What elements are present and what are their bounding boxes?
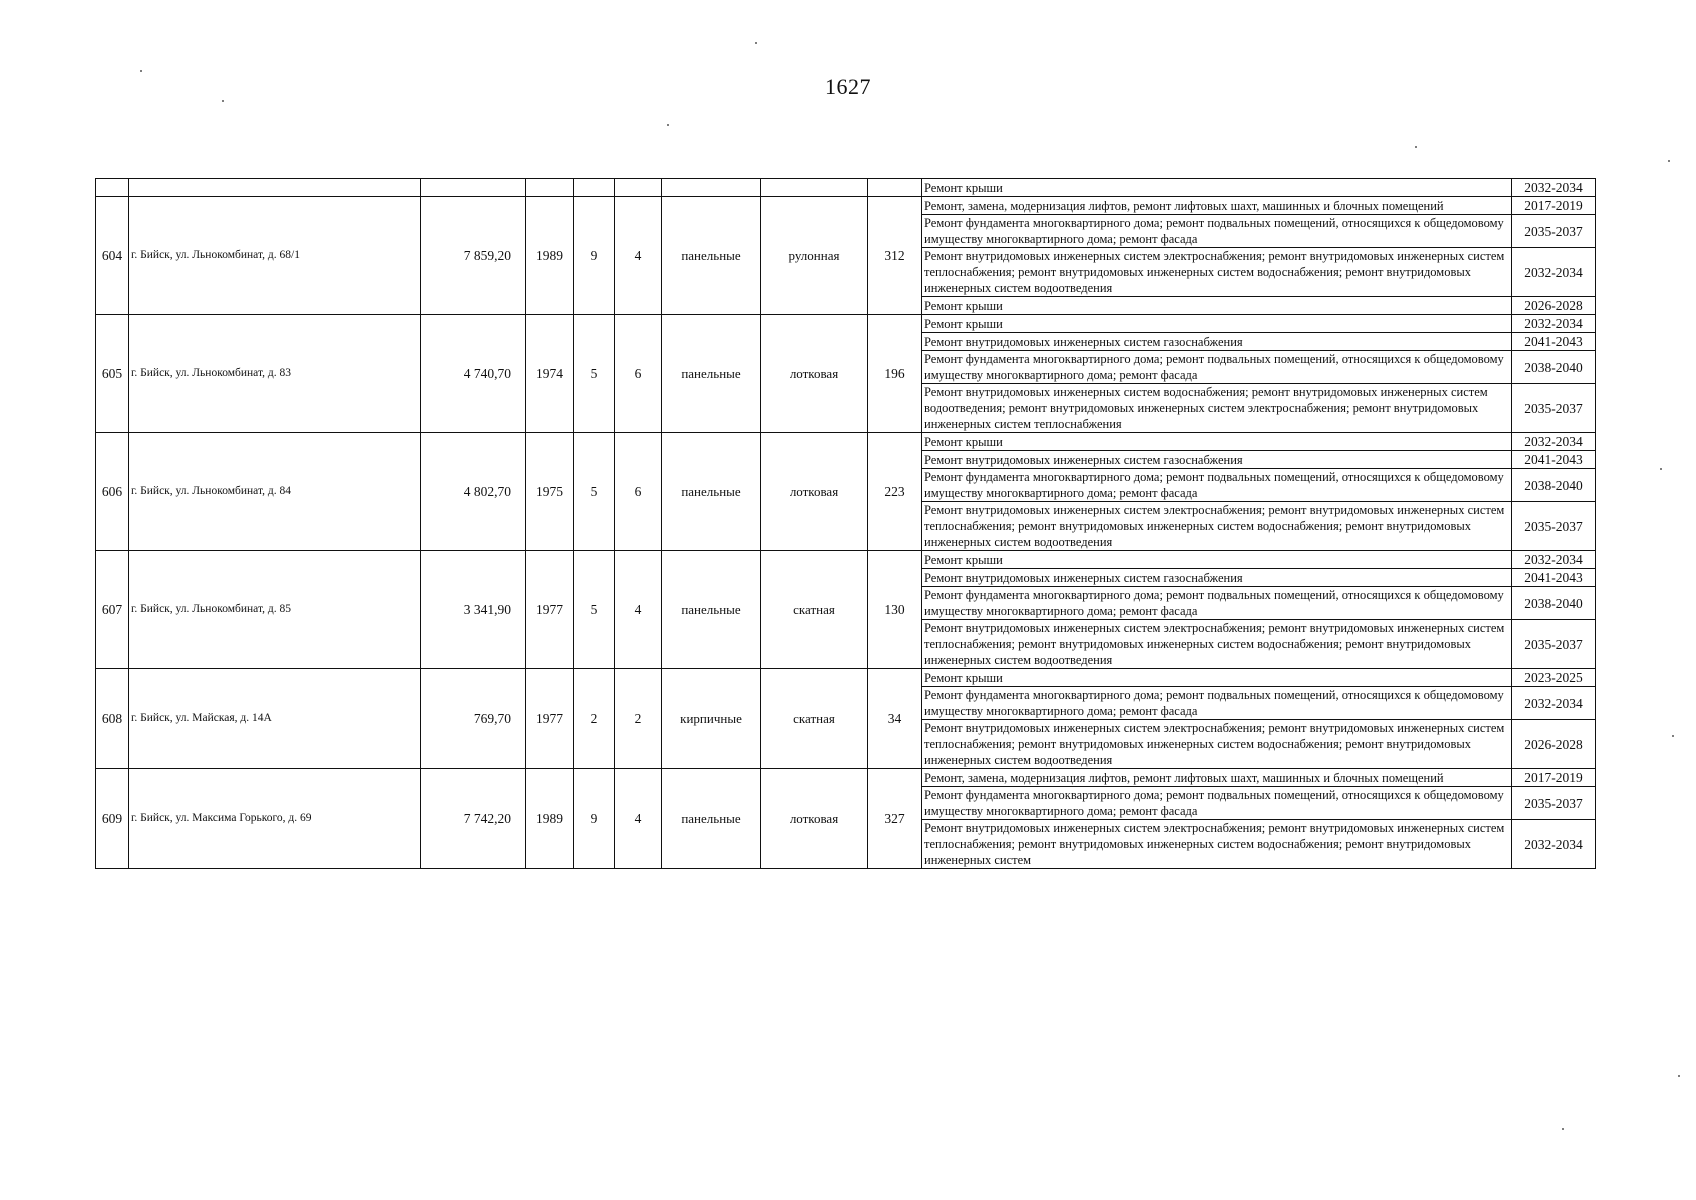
work-period: 2032-2034 bbox=[1512, 551, 1596, 569]
scan-speck bbox=[1415, 146, 1417, 148]
roof-cell: лотковая bbox=[761, 315, 868, 433]
entrances-cell: 6 bbox=[615, 433, 662, 551]
walls-cell: панельные bbox=[662, 551, 761, 669]
work-period: 2032-2034 bbox=[1512, 248, 1596, 297]
table-body bbox=[96, 179, 1596, 869]
year-cell: 1989 bbox=[526, 197, 574, 315]
empty-cell bbox=[421, 179, 526, 197]
year-cell: 1977 bbox=[526, 551, 574, 669]
empty-cell bbox=[868, 179, 922, 197]
scan-speck bbox=[1672, 735, 1674, 737]
work-name: Ремонт внутридомовых инженерных систем газоснабжения bbox=[922, 451, 1512, 469]
work-name: Ремонт фундамента многоквартирного дома; ремонт подвальных помещений, относящихся к общедомовому имуществу многоквартирного дома; ремонт фасада bbox=[922, 787, 1512, 820]
address-cell: г. Бийск, ул. Майская, д. 14А bbox=[129, 669, 421, 769]
entrances-cell: 2 bbox=[615, 669, 662, 769]
work-period: 2041-2043 bbox=[1512, 451, 1596, 469]
roof-cell: рулонная bbox=[761, 197, 868, 315]
scan-speck bbox=[755, 42, 757, 44]
area-cell: 769,70 bbox=[421, 669, 526, 769]
walls-cell: панельные bbox=[662, 315, 761, 433]
address-cell: г. Бийск, ул. Максима Горького, д. 69 bbox=[129, 769, 421, 869]
residents-cell: 223 bbox=[868, 433, 922, 551]
empty-cell bbox=[761, 179, 868, 197]
work-period: 2041-2043 bbox=[1512, 333, 1596, 351]
work-period: 2035-2037 bbox=[1512, 502, 1596, 551]
work-name: Ремонт крыши bbox=[922, 315, 1512, 333]
floors-cell: 5 bbox=[574, 433, 615, 551]
work-name: Ремонт внутридомовых инженерных систем электроснабжения; ремонт внутридомовых инженерных систем теплоснабжения; ремонт внутридомовых инженерных систем водоснабжения; ремонт внутридомовых инженерных систем водоотведения bbox=[922, 248, 1512, 297]
roof-cell: скатная bbox=[761, 551, 868, 669]
work-name: Ремонт внутридомовых инженерных систем электроснабжения; ремонт внутридомовых инженерных систем теплоснабжения; ремонт внутридомовых инженерных систем водоснабжения; ремонт внутридомовых инженерных систем водоотведения bbox=[922, 502, 1512, 551]
work-period: 2035-2037 bbox=[1512, 215, 1596, 248]
work-name: Ремонт фундамента многоквартирного дома; ремонт подвальных помещений, относящихся к общедомовому имуществу многоквартирного дома; ремонт фасада bbox=[922, 469, 1512, 502]
residents-cell: 130 bbox=[868, 551, 922, 669]
work-period: 2038-2040 bbox=[1512, 351, 1596, 384]
work-period: 2017-2019 bbox=[1512, 769, 1596, 787]
floors-cell: 5 bbox=[574, 551, 615, 669]
empty-cell bbox=[662, 179, 761, 197]
scan-speck bbox=[1678, 1075, 1680, 1077]
roof-cell: лотковая bbox=[761, 769, 868, 869]
work-name: Ремонт крыши bbox=[922, 297, 1512, 315]
address-cell: г. Бийск, ул. Льнокомбинат, д. 68/1 bbox=[129, 197, 421, 315]
row-number: 606 bbox=[96, 433, 129, 551]
year-cell: 1989 bbox=[526, 769, 574, 869]
entrances-cell: 4 bbox=[615, 551, 662, 669]
year-cell: 1977 bbox=[526, 669, 574, 769]
scan-speck bbox=[1668, 160, 1670, 162]
work-name: Ремонт внутридомовых инженерных систем электроснабжения; ремонт внутридомовых инженерных систем теплоснабжения; ремонт внутридомовых инженерных систем водоснабжения; ремонт внутридомовых инженерных систем bbox=[922, 820, 1512, 869]
work-period: 2041-2043 bbox=[1512, 569, 1596, 587]
scan-speck bbox=[1660, 468, 1662, 470]
work-name: Ремонт, замена, модернизация лифтов, ремонт лифтовых шахт, машинных и блочных помещений bbox=[922, 197, 1512, 215]
work-name: Ремонт внутридомовых инженерных систем электроснабжения; ремонт внутридомовых инженерных систем теплоснабжения; ремонт внутридомовых инженерных систем водоснабжения; ремонт внутридомовых инженерных систем водоотведения bbox=[922, 720, 1512, 769]
address-cell: г. Бийск, ул. Льнокомбинат, д. 85 bbox=[129, 551, 421, 669]
row-number: 607 bbox=[96, 551, 129, 669]
empty-cell bbox=[574, 179, 615, 197]
table-row-building bbox=[96, 551, 1596, 569]
work-name: Ремонт фундамента многоквартирного дома; ремонт подвальных помещений, относящихся к общедомовому имуществу многоквартирного дома; ремонт фасада bbox=[922, 215, 1512, 248]
residents-cell: 312 bbox=[868, 197, 922, 315]
walls-cell: кирпичные bbox=[662, 669, 761, 769]
work-name: Ремонт внутридомовых инженерных систем газоснабжения bbox=[922, 569, 1512, 587]
work-name: Ремонт крыши bbox=[922, 179, 1512, 197]
scan-speck bbox=[140, 70, 142, 72]
work-name: Ремонт крыши bbox=[922, 669, 1512, 687]
empty-cell bbox=[615, 179, 662, 197]
scan-speck bbox=[667, 124, 669, 126]
work-period: 2035-2037 bbox=[1512, 787, 1596, 820]
table-row-building bbox=[96, 315, 1596, 333]
entrances-cell: 4 bbox=[615, 769, 662, 869]
work-name: Ремонт внутридомовых инженерных систем электроснабжения; ремонт внутридомовых инженерных систем теплоснабжения; ремонт внутридомовых инженерных систем водоснабжения; ремонт внутридомовых инженерных систем водоотведения bbox=[922, 620, 1512, 669]
residents-cell: 34 bbox=[868, 669, 922, 769]
empty-cell bbox=[96, 179, 129, 197]
entrances-cell: 6 bbox=[615, 315, 662, 433]
floors-cell: 9 bbox=[574, 769, 615, 869]
floors-cell: 2 bbox=[574, 669, 615, 769]
work-period: 2032-2034 bbox=[1512, 315, 1596, 333]
table-row-building bbox=[96, 197, 1596, 215]
work-name: Ремонт внутридомовых инженерных систем газоснабжения bbox=[922, 333, 1512, 351]
floors-cell: 5 bbox=[574, 315, 615, 433]
row-number: 604 bbox=[96, 197, 129, 315]
area-cell: 3 341,90 bbox=[421, 551, 526, 669]
residents-cell: 327 bbox=[868, 769, 922, 869]
work-period: 2017-2019 bbox=[1512, 197, 1596, 215]
area-cell: 4 740,70 bbox=[421, 315, 526, 433]
table-row-building bbox=[96, 769, 1596, 787]
work-period: 2032-2034 bbox=[1512, 820, 1596, 869]
table-row-building bbox=[96, 669, 1596, 687]
work-period: 2032-2034 bbox=[1512, 433, 1596, 451]
work-name: Ремонт крыши bbox=[922, 551, 1512, 569]
entrances-cell: 4 bbox=[615, 197, 662, 315]
row-number: 609 bbox=[96, 769, 129, 869]
row-number: 605 bbox=[96, 315, 129, 433]
empty-cell bbox=[129, 179, 421, 197]
floors-cell: 9 bbox=[574, 197, 615, 315]
work-name: Ремонт, замена, модернизация лифтов, ремонт лифтовых шахт, машинных и блочных помещений bbox=[922, 769, 1512, 787]
capital-repair-table bbox=[95, 178, 1596, 869]
work-period: 2032-2034 bbox=[1512, 179, 1596, 197]
scan-speck bbox=[1562, 1128, 1564, 1130]
walls-cell: панельные bbox=[662, 769, 761, 869]
work-period: 2035-2037 bbox=[1512, 620, 1596, 669]
scan-speck bbox=[222, 100, 224, 102]
address-cell: г. Бийск, ул. Льнокомбинат, д. 83 bbox=[129, 315, 421, 433]
work-period: 2023-2025 bbox=[1512, 669, 1596, 687]
row-number: 608 bbox=[96, 669, 129, 769]
empty-cell bbox=[526, 179, 574, 197]
table-row-building bbox=[96, 433, 1596, 451]
roof-cell: скатная bbox=[761, 669, 868, 769]
work-name: Ремонт фундамента многоквартирного дома; ремонт подвальных помещений, относящихся к общедомовому имуществу многоквартирного дома; ремонт фасада bbox=[922, 687, 1512, 720]
residents-cell: 196 bbox=[868, 315, 922, 433]
work-name: Ремонт внутридомовых инженерных систем водоснабжения; ремонт внутридомовых инженерных систем водоотведения; ремонт внутридомовых инженерных систем электроснабжения; ремонт внутридомовых инженерных систем теплоснабжения bbox=[922, 384, 1512, 433]
year-cell: 1975 bbox=[526, 433, 574, 551]
area-cell: 4 802,70 bbox=[421, 433, 526, 551]
walls-cell: панельные bbox=[662, 433, 761, 551]
work-period: 2026-2028 bbox=[1512, 297, 1596, 315]
work-period: 2038-2040 bbox=[1512, 469, 1596, 502]
walls-cell: панельные bbox=[662, 197, 761, 315]
work-name: Ремонт фундамента многоквартирного дома; ремонт подвальных помещений, относящихся к общедомовому имуществу многоквартирного дома; ремонт фасада bbox=[922, 587, 1512, 620]
work-period: 2026-2028 bbox=[1512, 720, 1596, 769]
work-name: Ремонт фундамента многоквартирного дома; ремонт подвальных помещений, относящихся к общедомовому имуществу многоквартирного дома; ремонт фасада bbox=[922, 351, 1512, 384]
area-cell: 7 859,20 bbox=[421, 197, 526, 315]
carryover-row bbox=[96, 179, 1596, 197]
area-cell: 7 742,20 bbox=[421, 769, 526, 869]
roof-cell: лотковая bbox=[761, 433, 868, 551]
page-number: 1627 bbox=[825, 74, 871, 99]
year-cell: 1974 bbox=[526, 315, 574, 433]
address-cell: г. Бийск, ул. Льнокомбинат, д. 84 bbox=[129, 433, 421, 551]
work-period: 2035-2037 bbox=[1512, 384, 1596, 433]
work-period: 2038-2040 bbox=[1512, 587, 1596, 620]
work-period: 2032-2034 bbox=[1512, 687, 1596, 720]
work-name: Ремонт крыши bbox=[922, 433, 1512, 451]
